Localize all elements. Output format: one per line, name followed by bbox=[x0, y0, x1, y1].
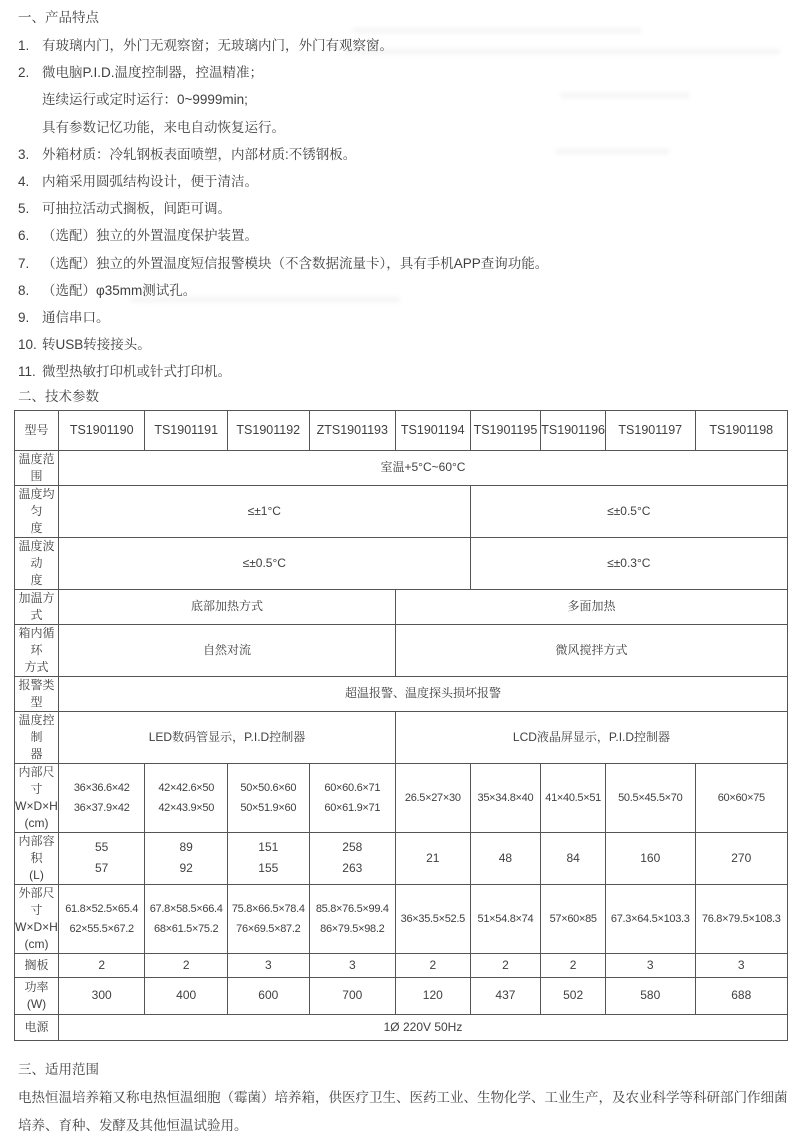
specs-section-heading: 二、技术参数 bbox=[18, 388, 99, 404]
feature-item bbox=[18, 304, 788, 331]
spec-value-cell bbox=[606, 763, 696, 832]
spec-value-line: 21 bbox=[426, 850, 440, 865]
feature-item bbox=[18, 331, 788, 358]
spec-value-cell bbox=[58, 676, 787, 711]
spec-value-line: 400 bbox=[176, 988, 197, 1003]
spec-row-label bbox=[15, 884, 59, 953]
spec-value-line: 2 bbox=[502, 957, 509, 972]
spec-value-line: 61.8×52.5×65.4 bbox=[65, 902, 139, 915]
spec-value-cell bbox=[227, 832, 309, 884]
feature-item-text: （选配）独立的外置温度短信报警模块（不含数据流量卡），具有手机APP查询功能。 bbox=[42, 255, 549, 271]
specs-row bbox=[15, 485, 788, 537]
spec-value-cell bbox=[58, 537, 470, 589]
spec-row-label-line: 方式 bbox=[24, 659, 49, 674]
spec-value-line: ≤±0.5°C bbox=[607, 503, 651, 518]
spec-value-cell bbox=[470, 884, 541, 953]
spec-value-line: 67.8×58.5×66.4 bbox=[149, 902, 223, 915]
spec-row-label-line: W×D×H bbox=[15, 798, 58, 813]
specs-row bbox=[15, 624, 788, 676]
spec-value-line: 26.5×27×30 bbox=[404, 791, 461, 804]
model-header-cell: TS1901197 bbox=[606, 410, 696, 450]
spec-value-cell bbox=[396, 953, 471, 977]
spec-value-cell bbox=[396, 832, 471, 884]
spec-row-label-line: W×D×H bbox=[15, 919, 58, 934]
spec-row-label bbox=[15, 953, 59, 977]
spec-value-cell bbox=[145, 884, 228, 953]
spec-row-label bbox=[15, 832, 59, 884]
spec-value-cell bbox=[606, 884, 696, 953]
spec-value-line: 160 bbox=[640, 850, 661, 865]
spec-row-label-line: 型号 bbox=[24, 422, 49, 437]
spec-value-line: 57 bbox=[95, 861, 109, 876]
spec-row-label-line: 温度波动 bbox=[18, 538, 55, 570]
spec-value-cell bbox=[396, 763, 471, 832]
spec-value-line: 151 bbox=[258, 840, 279, 855]
spec-value-line: 41×40.5×51 bbox=[545, 791, 601, 804]
spec-value-cell bbox=[58, 450, 787, 485]
spec-value-cell bbox=[470, 485, 787, 537]
feature-item bbox=[18, 358, 788, 385]
spec-value-cell bbox=[541, 884, 606, 953]
spec-value-line: 1Ø 220V 50Hz bbox=[383, 1019, 463, 1034]
spec-value-cell bbox=[470, 953, 541, 977]
spec-row-label bbox=[15, 450, 59, 485]
spec-row-label-line: 功率 bbox=[24, 979, 49, 994]
specs-row bbox=[15, 953, 788, 977]
spec-value-line: 底部加热方式 bbox=[190, 599, 263, 614]
specs-row bbox=[15, 711, 788, 763]
spec-value-line: 155 bbox=[258, 861, 279, 876]
spec-value-line: 300 bbox=[91, 988, 112, 1003]
spec-value-line: 42×42.6×50 bbox=[158, 781, 215, 794]
spec-value-cell bbox=[309, 884, 395, 953]
spec-value-cell bbox=[58, 485, 470, 537]
spec-row-label-line: (cm) bbox=[24, 815, 49, 830]
specs-row bbox=[15, 884, 788, 953]
spec-row-label-line: (cm) bbox=[24, 936, 49, 951]
spec-value-line: 3 bbox=[264, 957, 272, 972]
spec-value-line: 437 bbox=[495, 988, 516, 1003]
spec-value-line: 270 bbox=[731, 850, 752, 865]
spec-value-line: 85.8×76.5×99.4 bbox=[315, 902, 389, 915]
spec-value-line: 60×61.9×71 bbox=[324, 801, 381, 814]
spec-value-line: 48 bbox=[498, 850, 513, 865]
spec-value-cell bbox=[58, 1014, 787, 1040]
spec-value-cell bbox=[470, 977, 541, 1014]
feature-item-number: 9. bbox=[18, 310, 30, 326]
specs-row bbox=[15, 537, 788, 589]
spec-value-cell bbox=[541, 763, 606, 832]
spec-value-cell bbox=[58, 977, 144, 1014]
spec-value-line: 263 bbox=[342, 861, 363, 876]
specs-row bbox=[15, 763, 788, 832]
feature-item-number: 2. bbox=[18, 65, 30, 81]
spec-row-label-line: 器 bbox=[30, 746, 43, 761]
spec-value-line: 50.5×45.5×70 bbox=[618, 791, 683, 804]
spec-value-line: 36×35.5×52.5 bbox=[400, 912, 465, 925]
model-header-cell: TS1901190 bbox=[58, 410, 144, 450]
spec-value-cell bbox=[541, 977, 606, 1014]
spec-value-cell bbox=[309, 832, 395, 884]
feature-item-text: 通信串口。 bbox=[42, 310, 110, 326]
spec-value-cell bbox=[58, 624, 395, 676]
spec-value-cell bbox=[396, 589, 788, 624]
feature-item-text: 转USB转接接头。 bbox=[42, 337, 151, 353]
feature-item bbox=[18, 222, 788, 249]
feature-item-number: 3. bbox=[18, 146, 30, 162]
spec-value-line: 60×60.6×71 bbox=[324, 781, 381, 794]
spec-value-cell bbox=[58, 884, 144, 953]
specs-table bbox=[14, 410, 788, 1041]
spec-row-label bbox=[15, 977, 59, 1014]
spec-value-cell bbox=[396, 884, 471, 953]
spec-value-line: 3 bbox=[646, 957, 654, 972]
spec-value-line: 2 bbox=[182, 957, 190, 972]
spec-value-cell bbox=[695, 763, 787, 832]
spec-value-line: LCD液晶屏显示，P.I.D控制器 bbox=[512, 729, 671, 744]
specs-header-row bbox=[15, 410, 788, 450]
spec-value-line: 微风搅拌方式 bbox=[555, 642, 628, 657]
spec-row-label-line: 温度控制 bbox=[18, 712, 55, 744]
spec-value-line: 502 bbox=[563, 988, 584, 1003]
spec-value-line: ≤±1°C bbox=[247, 503, 281, 518]
spec-value-cell bbox=[145, 977, 228, 1014]
feature-item-text: 外箱材质：冷轧钢板表面喷塑，内部材质:不锈钢板。 bbox=[42, 146, 357, 162]
feature-item-number: 11. bbox=[18, 364, 36, 380]
spec-row-label-line: 度 bbox=[30, 572, 43, 587]
spec-value-cell bbox=[695, 832, 787, 884]
spec-row-label bbox=[15, 589, 59, 624]
spec-row-label-line: 电源 bbox=[24, 1019, 49, 1034]
spec-value-cell bbox=[227, 953, 309, 977]
spec-value-cell bbox=[309, 763, 395, 832]
feature-item bbox=[18, 32, 788, 59]
spec-value-line: 2 bbox=[569, 957, 577, 972]
model-header-cell: TS1901192 bbox=[227, 410, 309, 450]
spec-value-cell bbox=[145, 953, 228, 977]
model-header-cell: ZTS1901193 bbox=[309, 410, 395, 450]
feature-item bbox=[18, 59, 788, 141]
spec-value-line: 超温报警、温度探头损坏报警 bbox=[344, 686, 501, 701]
spec-value-cell bbox=[606, 977, 696, 1014]
spec-row-label bbox=[15, 624, 59, 676]
feature-item-text: 具有参数记忆功能，来电自动恢复运行。 bbox=[42, 119, 285, 135]
spec-value-line: 室温+5°C~60°C bbox=[380, 460, 466, 475]
spec-value-line: 580 bbox=[640, 988, 661, 1003]
specs-row bbox=[15, 1014, 788, 1040]
feature-item-text: 有玻璃内门，外门无观察窗；无玻璃内门，外门有观察窗。 bbox=[42, 38, 393, 53]
specs-row bbox=[15, 450, 788, 485]
spec-row-label-line: 箱内循环 bbox=[18, 625, 55, 657]
feature-item-number: 7. bbox=[18, 255, 30, 271]
feature-item-text: 微型热敏打印机或针式打印机。 bbox=[42, 364, 231, 380]
specs-row bbox=[15, 676, 788, 711]
spec-value-cell bbox=[58, 711, 395, 763]
spec-value-cell bbox=[227, 884, 309, 953]
spec-value-cell bbox=[396, 977, 471, 1014]
spec-value-cell bbox=[145, 763, 228, 832]
spec-row-label-line: (L) bbox=[29, 867, 44, 882]
spec-value-line: 多面加热 bbox=[567, 599, 616, 614]
spec-value-cell bbox=[227, 763, 309, 832]
spec-value-line: 50×50.6×60 bbox=[240, 781, 297, 794]
spec-value-line: 2 bbox=[429, 957, 437, 972]
spec-row-label bbox=[15, 711, 59, 763]
spec-value-cell bbox=[695, 884, 787, 953]
spec-value-cell bbox=[58, 589, 395, 624]
spec-value-line: 76×69.5×87.2 bbox=[236, 922, 301, 935]
model-header-cell: TS1901195 bbox=[470, 410, 541, 450]
spec-row-label bbox=[15, 676, 59, 711]
spec-value-line: 60×60×75 bbox=[717, 791, 765, 804]
specs-row bbox=[15, 832, 788, 884]
spec-value-line: 120 bbox=[422, 988, 443, 1003]
spec-row-label-line: 搁板 bbox=[24, 957, 49, 972]
feature-item-number: 6. bbox=[18, 228, 30, 244]
model-header-cell: TS1901194 bbox=[396, 410, 471, 450]
spec-value-line: 57×60×85 bbox=[549, 912, 597, 925]
spec-value-line: ≤±0.3°C bbox=[607, 555, 651, 570]
feature-item-number: 1. bbox=[18, 38, 30, 53]
spec-value-cell bbox=[309, 977, 395, 1014]
feature-item-text: 连续运行或定时运行：0~9999min; bbox=[42, 92, 248, 108]
spec-value-line: 89 bbox=[179, 840, 193, 855]
feature-item-number: 10. bbox=[18, 337, 37, 353]
scope-section-heading: 三、适用范围 bbox=[18, 1061, 99, 1077]
feature-item-text: 微电脑P.I.D.温度控制器，控温精准； bbox=[42, 65, 264, 81]
spec-value-cell bbox=[470, 832, 541, 884]
feature-item bbox=[18, 168, 788, 195]
spec-value-cell bbox=[58, 832, 144, 884]
spec-value-cell bbox=[396, 624, 788, 676]
spec-value-line: 36×37.9×42 bbox=[73, 801, 130, 814]
feature-item-text: 内箱采用圆弧结构设计，便于清洁。 bbox=[42, 174, 258, 190]
spec-value-line: 86×79.5×98.2 bbox=[320, 922, 385, 935]
spec-row-label-line: 内部尺寸 bbox=[18, 764, 55, 796]
model-header-cell: TS1901196 bbox=[541, 410, 606, 450]
spec-value-line: 75.8×66.5×78.4 bbox=[231, 902, 305, 915]
spec-row-label-line: 内部容积 bbox=[18, 833, 55, 865]
spec-value-line: 688 bbox=[731, 988, 752, 1003]
feature-item bbox=[18, 195, 788, 222]
spec-value-line: 3 bbox=[348, 957, 356, 972]
model-header-cell: TS1901198 bbox=[695, 410, 787, 450]
spec-value-line: 67.3×64.5×103.3 bbox=[610, 912, 690, 925]
spec-value-cell bbox=[695, 953, 787, 977]
spec-value-line: 50×51.9×60 bbox=[240, 801, 297, 814]
spec-value-line: 600 bbox=[258, 988, 279, 1003]
spec-value-line: 35×34.8×40 bbox=[477, 791, 534, 804]
model-header-cell: TS1901191 bbox=[145, 410, 228, 450]
spec-row-label-line: 报警类型 bbox=[18, 677, 55, 709]
spec-row-label bbox=[15, 1014, 59, 1040]
spec-row-label-line: (W) bbox=[26, 996, 47, 1011]
specs-row bbox=[15, 977, 788, 1014]
spec-value-cell bbox=[470, 537, 787, 589]
spec-row-label bbox=[15, 537, 59, 589]
spec-value-cell bbox=[541, 832, 606, 884]
spec-value-cell bbox=[396, 711, 788, 763]
spec-value-line: 36×36.6×42 bbox=[73, 781, 130, 794]
spec-value-cell bbox=[309, 953, 395, 977]
features-list bbox=[18, 32, 788, 386]
spec-row-label-line: 温度范围 bbox=[18, 451, 55, 483]
spec-value-cell bbox=[695, 977, 787, 1014]
spec-value-cell bbox=[470, 763, 541, 832]
spec-row-label-line: 温度均匀 bbox=[18, 486, 55, 518]
feature-item-number: 8. bbox=[18, 282, 30, 298]
feature-item-text: （选配）φ35mm测试孔。 bbox=[42, 282, 197, 298]
spec-row-label-line: 度 bbox=[30, 520, 43, 535]
spec-value-cell bbox=[145, 832, 228, 884]
spec-value-line: 3 bbox=[737, 957, 745, 972]
feature-item bbox=[18, 250, 788, 277]
spec-value-line: 42×43.9×50 bbox=[158, 801, 215, 814]
feature-item-text: （选配）独立的外置温度保护装置。 bbox=[42, 228, 258, 244]
spec-value-cell bbox=[606, 832, 696, 884]
spec-value-line: 自然对流 bbox=[202, 642, 251, 657]
spec-value-cell bbox=[606, 953, 696, 977]
scope-paragraph: 电热恒温培养箱又称电热恒温细胞（霉菌）培养箱，供医疗卫生、医药工业、生物化学、工业生产，及农业科学等科研部门作细菌培养、育种、发酵及其他恒温试验用。 bbox=[18, 1089, 788, 1133]
spec-row-label bbox=[15, 763, 59, 832]
spec-value-line: 700 bbox=[342, 988, 363, 1003]
spec-value-line: ≤±0.5°C bbox=[242, 555, 286, 570]
spec-value-line: 62×55.5×67.2 bbox=[69, 922, 134, 935]
feature-item-text: 可抽拉活动式搁板，间距可调。 bbox=[42, 201, 231, 217]
spec-value-line: 2 bbox=[98, 957, 106, 972]
spec-value-cell bbox=[227, 977, 309, 1014]
spec-value-cell bbox=[58, 763, 144, 832]
features-section-heading: 一、产品特点 bbox=[18, 10, 99, 25]
feature-item bbox=[18, 141, 788, 168]
spec-value-line: 258 bbox=[342, 840, 363, 855]
spec-value-line: 92 bbox=[179, 861, 193, 876]
spec-row-label-line: 外部尺寸 bbox=[18, 885, 55, 917]
feature-item-number: 4. bbox=[18, 174, 30, 190]
spec-row-label bbox=[15, 485, 59, 537]
spec-value-cell bbox=[541, 953, 606, 977]
spec-value-line: 55 bbox=[95, 840, 109, 855]
specs-row bbox=[15, 589, 788, 624]
spec-value-line: LED数码管显示，P.I.D控制器 bbox=[148, 729, 306, 744]
spec-value-line: 76.8×79.5×108.3 bbox=[701, 912, 781, 925]
feature-item bbox=[18, 277, 788, 304]
spec-value-cell bbox=[58, 953, 144, 977]
spec-value-line: 68×61.5×75.2 bbox=[154, 922, 219, 935]
spec-value-line: 84 bbox=[566, 850, 580, 865]
spec-row-label-line: 加温方式 bbox=[18, 590, 55, 622]
spec-value-line: 51×54.8×74 bbox=[477, 912, 534, 925]
spec-row-label bbox=[15, 410, 59, 450]
feature-item-number: 5. bbox=[18, 201, 30, 217]
